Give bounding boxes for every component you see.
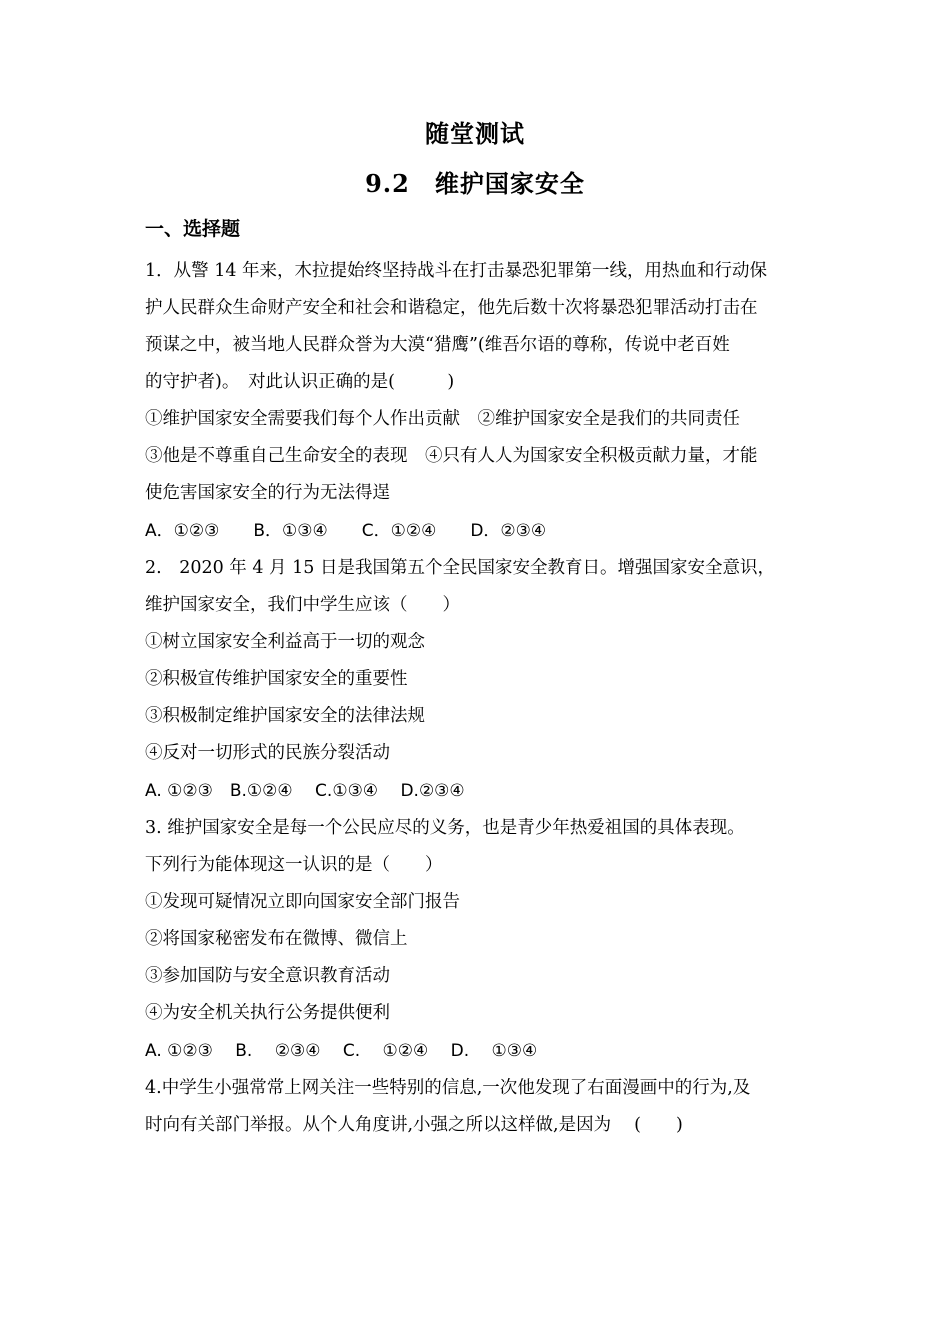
- question-1-choice-line-2: ③他是不尊重自己生命安全的表现 ④只有人人为国家安全积极贡献力量，才能: [145, 446, 758, 466]
- section-heading: 一、选择题: [145, 218, 241, 240]
- lesson-title: 9.2 维护国家安全: [365, 169, 585, 198]
- question-1-options: A．①②③ B．①③④ C．①②④ D．②③④: [145, 521, 547, 541]
- question-3-choice-2: ②将国家秘密发布在微博、微信上: [145, 929, 408, 949]
- question-1-choice-line-3: 使危害国家安全的行为无法得逞: [145, 483, 390, 503]
- question-2-line-1: 2. 2020 年 4 月 15 日是我国第五个全民国家安全教育日。增强国家安全意识，: [145, 558, 775, 578]
- question-3-options: A. ①②③ B. ②③④ C. ①②④ D. ①③④: [145, 1041, 538, 1061]
- page-title: 随堂测试: [425, 119, 525, 148]
- question-3-choice-3: ③参加国防与安全意识教育活动: [145, 966, 390, 986]
- question-2-choice-2: ②积极宣传维护国家安全的重要性: [145, 669, 408, 689]
- question-2-choice-4: ④反对一切形式的民族分裂活动: [145, 743, 390, 763]
- question-4-line-1: 4.中学生小强常常上网关注一些特别的信息,一次他发现了右面漫画中的行为,及: [145, 1078, 751, 1098]
- question-2-choice-3: ③积极制定维护国家安全的法律法规: [145, 706, 425, 726]
- question-1-line-1: 1．从警 14 年来，木拉提始终坚持战斗在打击暴恐犯罪第一线，用热血和行动保: [145, 261, 768, 281]
- question-2-line-2: 维护国家安全，我们中学生应该（ ）: [145, 595, 460, 615]
- question-3-line-1: 3. 维护国家安全是每一个公民应尽的义务，也是青少年热爱祖国的具体表现。: [145, 818, 745, 838]
- question-1-line-3: 预谋之中，被当地人民群众誉为大漠“猎鹰”(维吾尔语的尊称，传说中老百姓: [145, 335, 730, 355]
- question-3-choice-1: ①发现可疑情况立即向国家安全部门报告: [145, 892, 460, 912]
- question-1-line-2: 护人民群众生命财产安全和社会和谐稳定，他先后数十次将暴恐犯罪活动打击在: [145, 298, 758, 318]
- question-3-choice-4: ④为安全机关执行公务提供便利: [145, 1003, 390, 1023]
- question-3-line-2: 下列行为能体现这一认识的是（ ）: [145, 855, 443, 875]
- question-2-options: A. ①②③ B.①②④ C.①③④ D.②③④: [145, 781, 465, 801]
- question-2-choice-1: ①树立国家安全利益高于一切的观念: [145, 632, 425, 652]
- question-4-line-2: 时向有关部门举报。从个人角度讲,小强之所以这样做,是因为 ( ): [145, 1115, 683, 1135]
- question-1-line-4: 的守护者)。 对此认识正确的是( ): [145, 372, 455, 392]
- question-1-choice-line-1: ①维护国家安全需要我们每个人作出贡献 ②维护国家安全是我们的共同责任: [145, 409, 740, 429]
